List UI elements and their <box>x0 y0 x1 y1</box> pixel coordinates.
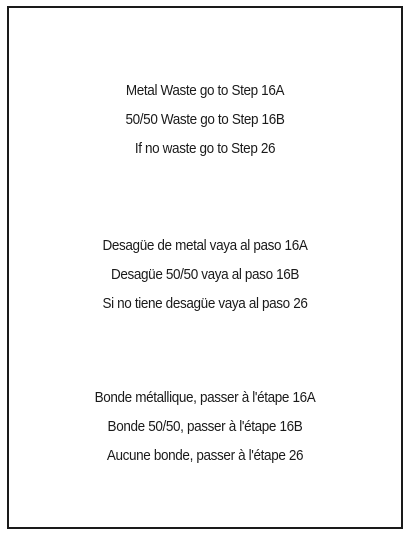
instruction-line-metal-waste: Bonde métallique, passer à l'étape 16A <box>94 389 316 406</box>
english-instructions <box>9 76 401 163</box>
instruction-line-5050-waste: Bonde 50/50, passer à l'étape 16B <box>107 418 303 435</box>
instruction-line-metal-waste: Desagüe de metal vaya al paso 16A <box>102 237 308 254</box>
instruction-card <box>7 6 403 529</box>
instruction-line-5050-waste: 50/50 Waste go to Step 16B <box>125 111 285 128</box>
french-instructions <box>9 383 401 470</box>
instruction-line-5050-waste: Desagüe 50/50 vaya al paso 16B <box>110 266 300 283</box>
instruction-line-metal-waste: Metal Waste go to Step 16A <box>125 82 285 99</box>
instruction-line-no-waste: If no waste go to Step 26 <box>134 140 276 157</box>
instruction-line-no-waste: Aucune bonde, passer à l'étape 26 <box>106 447 304 464</box>
spanish-instructions <box>9 231 401 318</box>
instruction-line-no-waste: Si no tiene desagüe vaya al paso 26 <box>102 295 308 312</box>
